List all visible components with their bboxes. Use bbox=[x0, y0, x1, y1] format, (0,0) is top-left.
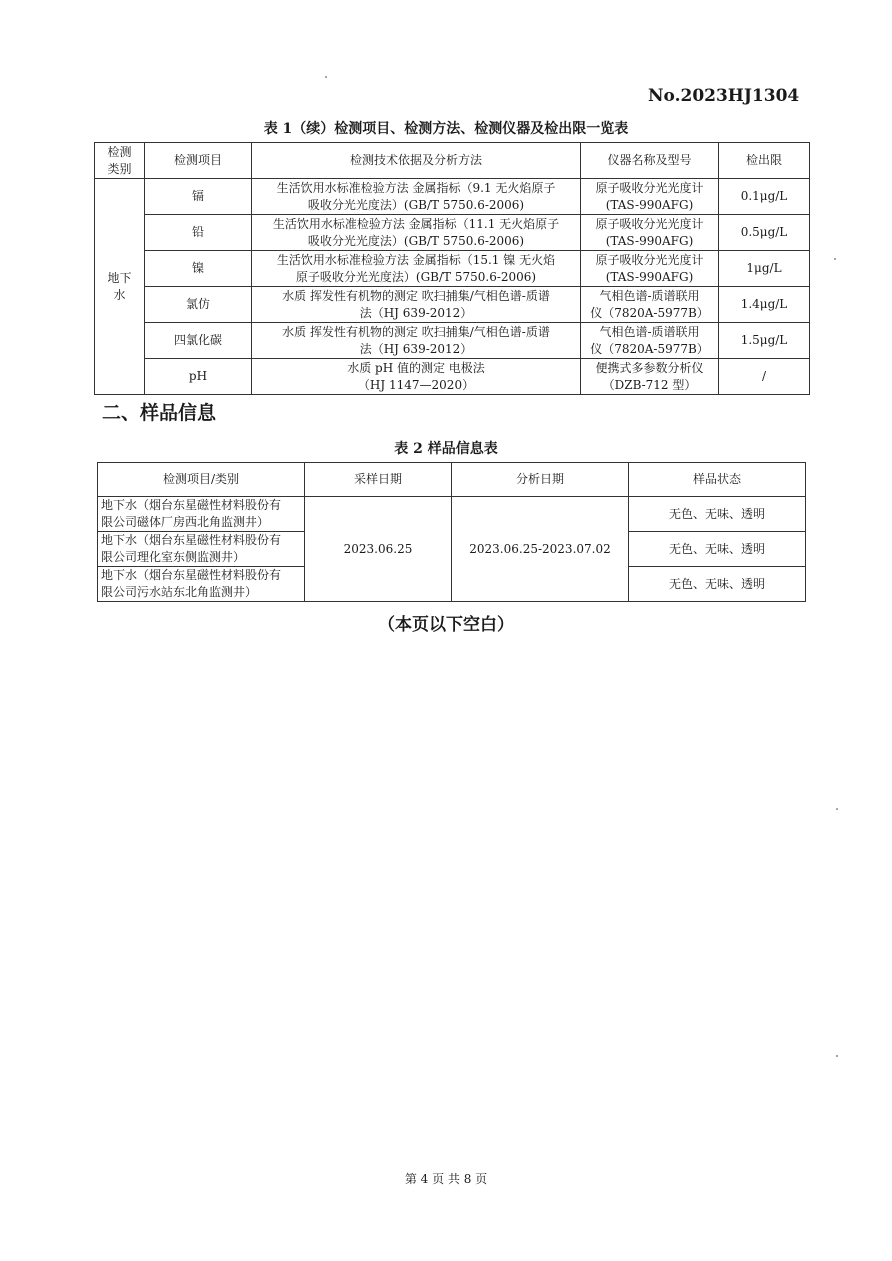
sample-item-cell: 地下水（烟台东星磁性材料股份有 限公司污水站东北角监测井） bbox=[98, 567, 305, 602]
header-item: 检测项目/类别 bbox=[98, 463, 305, 497]
method-cell: 生活饮用水标准检验方法 金属指标（9.1 无火焰原子 吸收分光光度法）(GB/T 5750.6-2006) bbox=[252, 179, 581, 215]
header-sample-status: 样品状态 bbox=[629, 463, 806, 497]
scan-speck bbox=[836, 808, 838, 810]
instrument-cell: 气相色谱-质谱联用 仪（7820A-5977B） bbox=[581, 287, 719, 323]
document-number: No.2023HJ1304 bbox=[648, 86, 800, 106]
analysis-date-cell: 2023.06.25-2023.07.02 bbox=[452, 497, 629, 602]
instrument-cell: 原子吸收分光光度计 (TAS-990AFG) bbox=[581, 179, 719, 215]
sampling-date-cell: 2023.06.25 bbox=[305, 497, 452, 602]
method-cell: 水质 挥发性有机物的测定 吹扫捕集/气相色谱-质谱 法（HJ 639-2012） bbox=[252, 323, 581, 359]
table-row bbox=[95, 251, 810, 287]
sample-item-cell: 地下水（烟台东星磁性材料股份有 限公司理化室东侧监测井） bbox=[98, 532, 305, 567]
limit-cell: 1.4μg/L bbox=[719, 287, 810, 323]
table-header-row bbox=[98, 463, 806, 497]
table-row bbox=[95, 215, 810, 251]
table-row bbox=[95, 287, 810, 323]
sample-status-cell: 无色、无味、透明 bbox=[629, 567, 806, 602]
item-cell: 镉 bbox=[145, 179, 252, 215]
instrument-cell: 原子吸收分光光度计 (TAS-990AFG) bbox=[581, 251, 719, 287]
item-cell: pH bbox=[145, 359, 252, 395]
item-cell: 氯仿 bbox=[145, 287, 252, 323]
header-limit: 检出限 bbox=[719, 143, 810, 179]
instrument-cell: 便携式多参数分析仪 （DZB-712 型） bbox=[581, 359, 719, 395]
sample-info-table bbox=[97, 462, 806, 602]
method-cell: 水质 挥发性有机物的测定 吹扫捕集/气相色谱-质谱 法（HJ 639-2012） bbox=[252, 287, 581, 323]
limit-cell: 1μg/L bbox=[719, 251, 810, 287]
table-row bbox=[98, 497, 806, 532]
header-sampling-date: 采样日期 bbox=[305, 463, 452, 497]
category-cell: 地下 水 bbox=[95, 179, 145, 395]
table-row bbox=[95, 323, 810, 359]
method-cell: 生活饮用水标准检验方法 金属指标（15.1 镍 无火焰 原子吸收分光光度法）(GB/T 5750.6-2006) bbox=[252, 251, 581, 287]
item-cell: 四氯化碳 bbox=[145, 323, 252, 359]
header-category: 检测 类别 bbox=[95, 143, 145, 179]
item-cell: 铅 bbox=[145, 215, 252, 251]
table-row bbox=[95, 359, 810, 395]
scan-speck bbox=[325, 76, 327, 78]
limit-cell: 1.5μg/L bbox=[719, 323, 810, 359]
section-heading: 二、样品信息 bbox=[102, 402, 217, 424]
header-method: 检测技术依据及分析方法 bbox=[252, 143, 581, 179]
method-cell: 水质 pH 值的测定 电极法 （HJ 1147—2020） bbox=[252, 359, 581, 395]
page-number: 第 4 页 共 8 页 bbox=[404, 1172, 488, 1186]
limit-cell: / bbox=[719, 359, 810, 395]
sample-item-cell: 地下水（烟台东星磁性材料股份有 限公司磁体厂房西北角监测井） bbox=[98, 497, 305, 532]
sample-status-cell: 无色、无味、透明 bbox=[629, 532, 806, 567]
item-cell: 镍 bbox=[145, 251, 252, 287]
scan-speck bbox=[834, 258, 836, 260]
scan-speck bbox=[836, 1055, 838, 1057]
table-row bbox=[95, 179, 810, 215]
header-analysis-date: 分析日期 bbox=[452, 463, 629, 497]
sample-status-cell: 无色、无味、透明 bbox=[629, 497, 806, 532]
limit-cell: 0.5μg/L bbox=[719, 215, 810, 251]
table2-caption: 表 2 样品信息表 bbox=[394, 441, 498, 457]
method-cell: 生活饮用水标准检验方法 金属指标（11.1 无火焰原子 吸收分光光度法）(GB/T 5750.6-2006) bbox=[252, 215, 581, 251]
blank-page-note: （本页以下空白） bbox=[378, 615, 514, 635]
header-instrument: 仪器名称及型号 bbox=[581, 143, 719, 179]
instrument-cell: 原子吸收分光光度计 (TAS-990AFG) bbox=[581, 215, 719, 251]
instrument-cell: 气相色谱-质谱联用 仪（7820A-5977B） bbox=[581, 323, 719, 359]
detection-methods-table bbox=[94, 142, 810, 395]
header-item: 检测项目 bbox=[145, 143, 252, 179]
limit-cell: 0.1μg/L bbox=[719, 179, 810, 215]
table1-caption: 表 1（续）检测项目、检测方法、检测仪器及检出限一览表 bbox=[263, 121, 629, 137]
table-header-row bbox=[95, 143, 810, 179]
